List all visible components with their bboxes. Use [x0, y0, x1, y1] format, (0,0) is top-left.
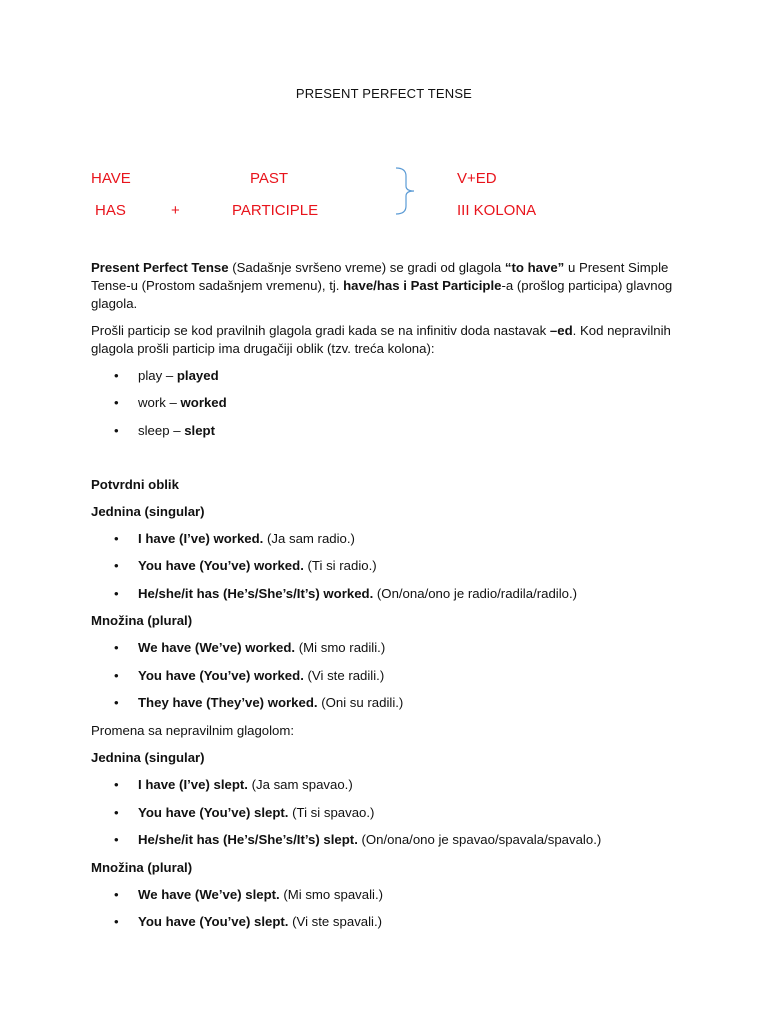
sentence-en: You have (You’ve) slept.	[138, 914, 289, 929]
sentence-sr: (Ja sam radio.)	[263, 531, 355, 546]
example-base: work –	[138, 395, 181, 410]
bullet-icon: •	[114, 423, 119, 438]
sentence-sr: (On/ona/ono je radio/radila/radilo.)	[373, 586, 578, 601]
intro-to-have: “to have”	[504, 260, 565, 275]
bullet-icon: •	[114, 914, 119, 929]
sentence-sr: (Oni su radili.)	[317, 695, 404, 710]
page-title: PRESENT PERFECT TENSE	[295, 86, 473, 101]
sentence-sr: (Mi smo radili.)	[295, 640, 386, 655]
formula-ved: V+ED	[457, 170, 497, 187]
sentence-en: You have (You’ve) worked.	[138, 668, 304, 683]
example-form: slept	[184, 423, 215, 438]
plural-heading: Množina (plural)	[91, 613, 193, 628]
sentence-sr: (Ja sam spavao.)	[247, 777, 353, 792]
sentence-sr: (On/ona/ono je spavao/spavala/spavalo.)	[357, 832, 602, 847]
sentence-en: You have (You’ve) slept.	[138, 805, 289, 820]
sentence-en: We have (We’ve) slept.	[138, 887, 280, 902]
irregular-intro: Promena sa nepravilnim glagolom:	[91, 723, 295, 738]
formula-has: HAS	[95, 202, 126, 219]
sentence-en: They have (They’ve) worked.	[138, 695, 318, 710]
intro-paragraph	[91, 259, 676, 313]
bullet-icon: •	[114, 395, 119, 410]
sentence-en: He/she/it has (He’s/She’s/It’s) worked.	[138, 586, 374, 601]
example-base: sleep –	[138, 423, 185, 438]
bullet-icon: •	[114, 531, 119, 546]
example-form: played	[176, 368, 219, 383]
right-brace-icon	[394, 166, 418, 216]
bullet-icon: •	[114, 805, 119, 820]
bullet-icon: •	[114, 558, 119, 573]
bullet-icon: •	[114, 640, 119, 655]
bullet-icon: •	[114, 777, 119, 792]
sentence-en: You have (You’ve) worked.	[138, 558, 304, 573]
formula-third-column: III KOLONA	[457, 202, 537, 219]
rule-paragraph	[91, 322, 676, 358]
sentence-sr: (Ti si spavao.)	[288, 805, 375, 820]
formula-have: HAVE	[91, 170, 131, 187]
sentence-en: We have (We’ve) worked.	[138, 640, 296, 655]
sentence-sr: (Vi ste radili.)	[303, 668, 385, 683]
affirmative-heading: Potvrdni oblik	[91, 477, 179, 492]
singular-heading: Jednina (singular)	[91, 504, 205, 519]
intro-text-2: u Present Simple Tense-u (Prostom sadašnjem vremenu), tj.	[91, 260, 669, 293]
bullet-icon: •	[114, 695, 119, 710]
bullet-icon: •	[114, 668, 119, 683]
bullet-icon: •	[114, 368, 119, 383]
intro-term: Present Perfect Tense	[91, 260, 229, 275]
intro-have-has: have/has i Past Participle	[343, 278, 502, 293]
bullet-icon: •	[114, 832, 119, 847]
intro-text-3: -a (prošlog participa) glavnog glagola.	[91, 278, 673, 311]
example-form: worked	[180, 395, 227, 410]
bullet-icon: •	[114, 586, 119, 601]
rule-suffix: –ed	[549, 323, 573, 338]
example-base: play –	[138, 368, 177, 383]
singular-heading: Jednina (singular)	[91, 750, 205, 765]
formula-plus: +	[171, 202, 180, 219]
rule-text-2: . Kod nepravilnih glagola prošli particip ima drugačiji oblik (tzv. treća kolona):	[91, 323, 671, 356]
sentence-en: I have (I’ve) slept.	[138, 777, 248, 792]
sentence-en: He/she/it has (He’s/She’s/It’s) slept.	[138, 832, 358, 847]
rule-text-1: Prošli particip se kod pravilnih glagola gradi kada se na infinitiv doda nastavak	[91, 323, 550, 338]
sentence-sr: (Mi smo spavali.)	[279, 887, 384, 902]
sentence-en: I have (I’ve) worked.	[138, 531, 264, 546]
intro-text-1: (Sadašnje svršeno vreme) se gradi od glagola	[228, 260, 505, 275]
plural-heading: Množina (plural)	[91, 860, 193, 875]
bullet-icon: •	[114, 887, 119, 902]
sentence-sr: (Ti si radio.)	[303, 558, 377, 573]
formula-past: PAST	[250, 170, 289, 187]
formula-participle: PARTICIPLE	[232, 202, 319, 219]
sentence-sr: (Vi ste spavali.)	[288, 914, 383, 929]
